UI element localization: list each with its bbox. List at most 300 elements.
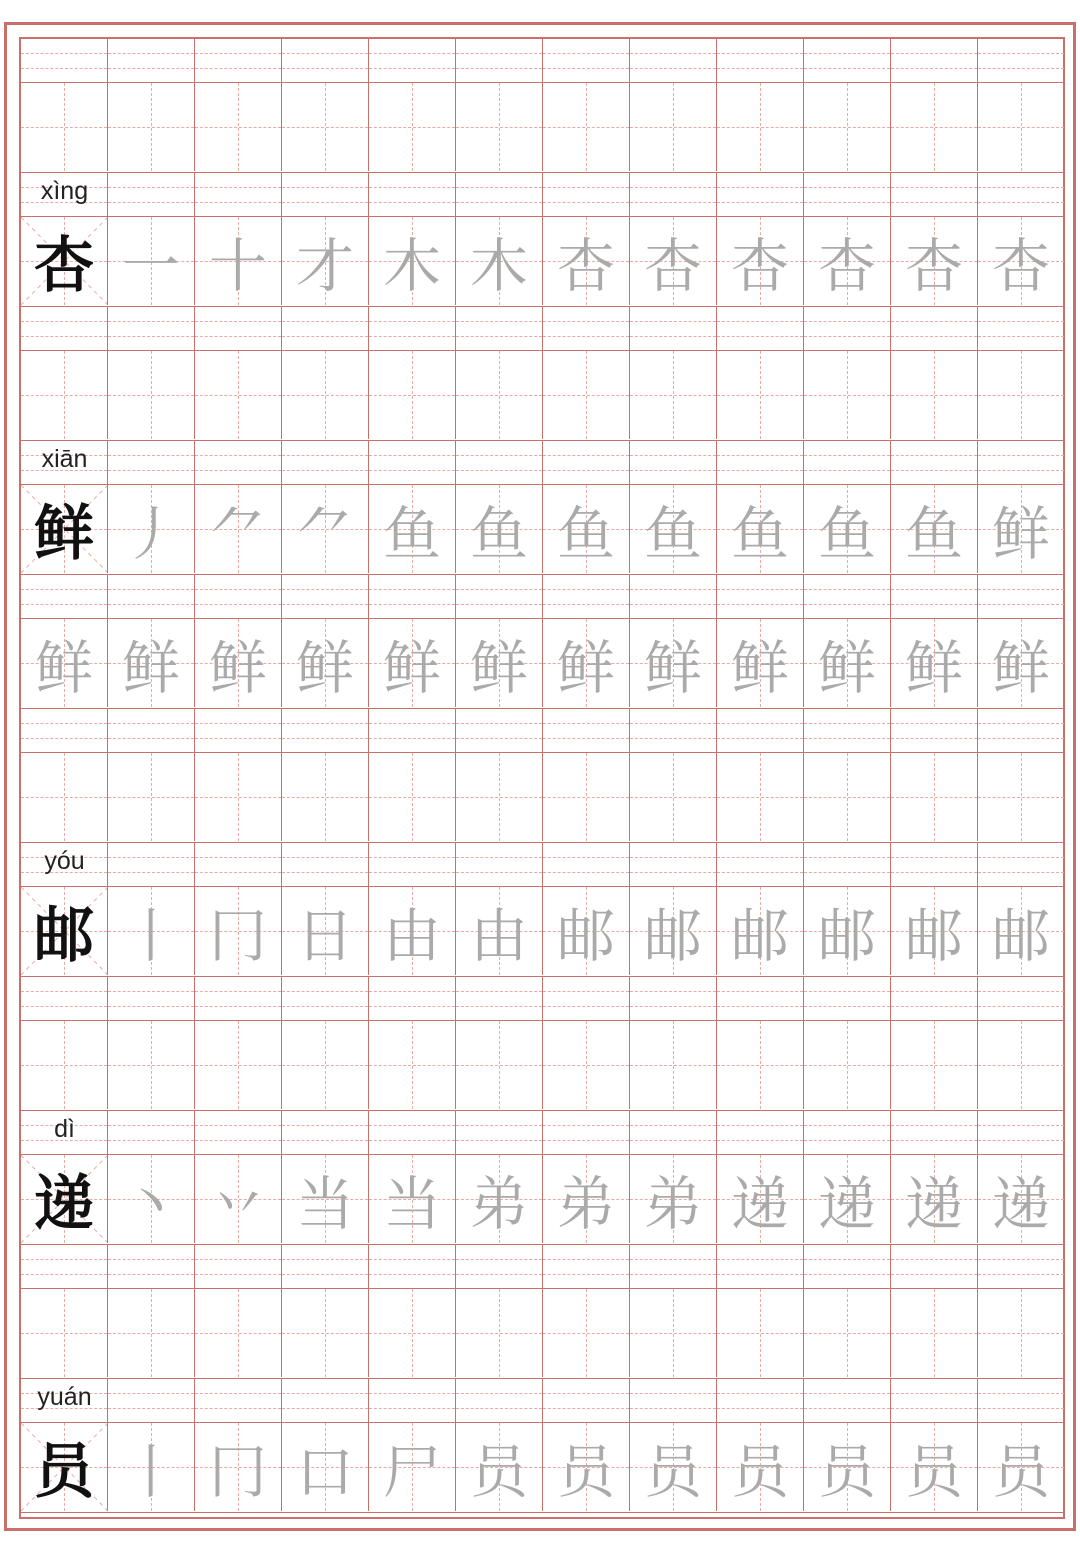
writing-cell[interactable] (108, 83, 195, 171)
writing-cell[interactable] (630, 1021, 717, 1109)
writing-cell[interactable] (717, 485, 804, 573)
writing-cell[interactable] (21, 1289, 108, 1377)
pinyin-cell[interactable] (195, 843, 282, 887)
writing-cell[interactable] (282, 1289, 369, 1377)
writing-cell[interactable] (717, 1155, 804, 1243)
writing-cell[interactable] (108, 485, 195, 573)
pinyin-cell[interactable] (891, 977, 978, 1021)
writing-cell[interactable] (195, 485, 282, 573)
pinyin-cell[interactable] (108, 1245, 195, 1289)
writing-cell[interactable] (630, 1423, 717, 1511)
writing-cell[interactable] (282, 83, 369, 171)
writing-cell[interactable] (456, 887, 543, 975)
pinyin-cell[interactable] (282, 441, 369, 485)
pinyin-cell[interactable] (456, 575, 543, 619)
writing-cell[interactable] (108, 351, 195, 439)
writing-cell[interactable] (21, 887, 108, 975)
pinyin-cell[interactable] (282, 977, 369, 1021)
writing-cell[interactable] (717, 619, 804, 707)
writing-cell[interactable] (891, 887, 978, 975)
pinyin-cell[interactable] (978, 441, 1065, 485)
pinyin-cell[interactable] (282, 575, 369, 619)
writing-cell[interactable] (717, 887, 804, 975)
pinyin-cell[interactable] (21, 307, 108, 351)
pinyin-cell[interactable] (369, 709, 456, 753)
pinyin-cell[interactable] (369, 173, 456, 217)
writing-cell[interactable] (717, 217, 804, 305)
pinyin-cell[interactable] (108, 977, 195, 1021)
writing-cell[interactable] (21, 351, 108, 439)
writing-cell[interactable] (543, 887, 630, 975)
pinyin-cell[interactable] (891, 1379, 978, 1423)
writing-cell[interactable] (804, 485, 891, 573)
pinyin-cell[interactable] (543, 977, 630, 1021)
pinyin-cell[interactable] (369, 843, 456, 887)
model-character: 员 (34, 1437, 94, 1507)
writing-cell[interactable] (891, 485, 978, 573)
pinyin-cell[interactable] (195, 1111, 282, 1155)
pinyin-cell[interactable] (195, 39, 282, 83)
pinyin-cell[interactable] (21, 1379, 108, 1423)
stroke-step-character: 递 (730, 1170, 789, 1238)
pinyin-cell[interactable] (369, 1111, 456, 1155)
writing-cell[interactable] (543, 1155, 630, 1243)
pinyin-row (21, 441, 1063, 485)
pinyin-cell[interactable] (717, 1379, 804, 1423)
writing-cell[interactable] (108, 1289, 195, 1377)
pinyin-cell[interactable] (717, 709, 804, 753)
writing-cell[interactable] (21, 619, 108, 707)
pinyin-cell[interactable] (282, 1111, 369, 1155)
pinyin-cell[interactable] (195, 307, 282, 351)
pinyin-cell[interactable] (21, 39, 108, 83)
pinyin-cell[interactable] (108, 575, 195, 619)
pinyin-cell[interactable] (891, 307, 978, 351)
writing-cell[interactable] (543, 1289, 630, 1377)
pinyin-cell[interactable] (891, 709, 978, 753)
stroke-step-character: 鱼 (643, 500, 702, 568)
pinyin-cell[interactable] (456, 709, 543, 753)
pinyin-cell[interactable] (21, 441, 108, 485)
writing-cell[interactable] (456, 1289, 543, 1377)
writing-cell[interactable] (543, 83, 630, 171)
pinyin-cell[interactable] (108, 39, 195, 83)
pinyin-row (21, 1111, 1063, 1155)
pinyin-cell[interactable] (369, 1245, 456, 1289)
horizontal-guide (804, 395, 890, 396)
pinyin-cell[interactable] (282, 709, 369, 753)
pinyin-cell[interactable] (804, 307, 891, 351)
pinyin-cell[interactable] (21, 173, 108, 217)
writing-cell[interactable] (456, 351, 543, 439)
writing-cell[interactable] (891, 1289, 978, 1377)
pinyin-cell[interactable] (717, 441, 804, 485)
pinyin-cell[interactable] (630, 1111, 717, 1155)
writing-cell[interactable] (543, 1423, 630, 1511)
pinyin-cell[interactable] (543, 1379, 630, 1423)
pinyin-cell[interactable] (630, 977, 717, 1021)
writing-cell[interactable] (630, 217, 717, 305)
pinyin-cell[interactable] (543, 307, 630, 351)
writing-cell[interactable] (282, 217, 369, 305)
stroke-step-character: 鲜 (295, 634, 354, 702)
writing-cell[interactable] (369, 217, 456, 305)
pinyin-cell[interactable] (630, 843, 717, 887)
stroke-step-character: 员 (904, 1438, 963, 1506)
pinyin-cell[interactable] (804, 1379, 891, 1423)
writing-cell[interactable] (717, 1423, 804, 1511)
stroke-step-character: 鲜 (991, 634, 1050, 702)
writing-cell[interactable] (195, 1155, 282, 1243)
pinyin-cell[interactable] (21, 1111, 108, 1155)
pinyin-cell[interactable] (891, 843, 978, 887)
writing-cell[interactable] (21, 1423, 108, 1511)
pinyin-cell[interactable] (717, 1111, 804, 1155)
pinyin-cell[interactable] (456, 307, 543, 351)
writing-cell[interactable] (978, 485, 1065, 573)
writing-cell[interactable] (108, 753, 195, 841)
writing-cell[interactable] (456, 619, 543, 707)
pinyin-cell[interactable] (717, 977, 804, 1021)
horizontal-guide (456, 1065, 542, 1066)
writing-cell[interactable] (369, 1021, 456, 1109)
pinyin-cell[interactable] (108, 307, 195, 351)
pinyin-cell[interactable] (543, 1245, 630, 1289)
pinyin-cell[interactable] (630, 39, 717, 83)
pinyin-cell[interactable] (369, 39, 456, 83)
pinyin-cell[interactable] (804, 709, 891, 753)
horizontal-guide (717, 1065, 803, 1066)
writing-cell[interactable] (282, 351, 369, 439)
writing-cell[interactable] (630, 83, 717, 171)
pinyin-cell[interactable] (456, 1379, 543, 1423)
writing-cell[interactable] (282, 485, 369, 573)
pinyin-cell[interactable] (195, 977, 282, 1021)
writing-cell[interactable] (108, 1021, 195, 1109)
pinyin-cell[interactable] (978, 709, 1065, 753)
writing-cell[interactable] (630, 1289, 717, 1377)
pinyin-row (21, 1379, 1063, 1423)
stroke-step-character: 递 (817, 1170, 876, 1238)
pinyin-cell[interactable] (630, 173, 717, 217)
pinyin-cell[interactable] (456, 39, 543, 83)
writing-cell[interactable] (804, 217, 891, 305)
pinyin-cell[interactable] (717, 843, 804, 887)
stroke-step-character: 杏 (904, 232, 963, 300)
horizontal-guide (717, 1333, 803, 1334)
horizontal-guide (630, 1333, 716, 1334)
writing-cell[interactable] (456, 217, 543, 305)
pinyin-cell[interactable] (456, 843, 543, 887)
stroke-step-character: 由 (469, 902, 528, 970)
writing-cell[interactable] (804, 1021, 891, 1109)
pinyin-cell[interactable] (804, 173, 891, 217)
stroke-step-character: 鲜 (643, 634, 702, 702)
writing-cell[interactable] (108, 1155, 195, 1243)
writing-cell[interactable] (108, 217, 195, 305)
writing-cell[interactable] (195, 351, 282, 439)
writing-cell[interactable] (369, 1155, 456, 1243)
writing-cell[interactable] (21, 1155, 108, 1243)
pinyin-cell[interactable] (630, 1245, 717, 1289)
pinyin-cell[interactable] (282, 1379, 369, 1423)
writing-cell[interactable] (978, 217, 1065, 305)
writing-cell[interactable] (369, 1423, 456, 1511)
writing-cell[interactable] (630, 351, 717, 439)
writing-cell[interactable] (978, 1021, 1065, 1109)
pinyin-cell[interactable] (21, 1245, 108, 1289)
writing-cell[interactable] (630, 1155, 717, 1243)
writing-cell[interactable] (717, 351, 804, 439)
pinyin-cell[interactable] (108, 1111, 195, 1155)
stroke-step-character: 丿 (121, 500, 180, 568)
pinyin-cell[interactable] (108, 709, 195, 753)
pinyin-label: yuán (37, 1383, 92, 1411)
writing-cell[interactable] (108, 619, 195, 707)
pinyin-cell[interactable] (456, 977, 543, 1021)
pinyin-row (21, 173, 1063, 217)
pinyin-cell[interactable] (804, 1245, 891, 1289)
writing-cell[interactable] (543, 753, 630, 841)
pinyin-cell[interactable] (369, 575, 456, 619)
pinyin-cell[interactable] (891, 575, 978, 619)
model-character: 鲜 (34, 499, 94, 569)
pinyin-cell[interactable] (21, 709, 108, 753)
pinyin-cell[interactable] (978, 307, 1065, 351)
writing-cell[interactable] (717, 753, 804, 841)
writing-cell[interactable] (282, 887, 369, 975)
writing-cell[interactable] (195, 83, 282, 171)
stroke-step-character: 弟 (556, 1170, 615, 1238)
writing-cell[interactable] (630, 753, 717, 841)
writing-cell[interactable] (195, 1021, 282, 1109)
writing-cell[interactable] (21, 83, 108, 171)
writing-cell[interactable] (369, 351, 456, 439)
pinyin-cell[interactable] (543, 441, 630, 485)
writing-cell[interactable] (717, 83, 804, 171)
pinyin-cell[interactable] (891, 1111, 978, 1155)
pinyin-cell[interactable] (369, 441, 456, 485)
writing-cell[interactable] (108, 1423, 195, 1511)
writing-cell[interactable] (630, 887, 717, 975)
pinyin-cell[interactable] (891, 39, 978, 83)
pinyin-cell[interactable] (978, 173, 1065, 217)
writing-cell[interactable] (21, 485, 108, 573)
writing-cell[interactable] (891, 619, 978, 707)
pinyin-cell[interactable] (282, 39, 369, 83)
pinyin-cell[interactable] (543, 173, 630, 217)
writing-cell[interactable] (891, 1021, 978, 1109)
pinyin-cell[interactable] (978, 39, 1065, 83)
pinyin-cell[interactable] (804, 575, 891, 619)
pinyin-cell[interactable] (195, 1245, 282, 1289)
pinyin-cell[interactable] (891, 1245, 978, 1289)
writing-cell[interactable] (195, 619, 282, 707)
writing-cell[interactable] (891, 753, 978, 841)
pinyin-cell[interactable] (630, 441, 717, 485)
pinyin-cell[interactable] (195, 1379, 282, 1423)
stroke-step-character: 弟 (469, 1170, 528, 1238)
writing-cell[interactable] (369, 619, 456, 707)
writing-cell[interactable] (369, 1289, 456, 1377)
pinyin-cell[interactable] (804, 843, 891, 887)
writing-cell[interactable] (282, 753, 369, 841)
pinyin-cell[interactable] (543, 575, 630, 619)
writing-cell[interactable] (543, 217, 630, 305)
writing-cell[interactable] (630, 619, 717, 707)
writing-cell[interactable] (630, 485, 717, 573)
stroke-step-character: 丶 (121, 1170, 180, 1238)
pinyin-cell[interactable] (108, 1379, 195, 1423)
writing-cell[interactable] (195, 217, 282, 305)
writing-cell[interactable] (21, 753, 108, 841)
pinyin-cell[interactable] (717, 307, 804, 351)
pinyin-cell[interactable] (717, 173, 804, 217)
writing-cell[interactable] (891, 1155, 978, 1243)
pinyin-cell[interactable] (282, 1245, 369, 1289)
pinyin-cell[interactable] (21, 575, 108, 619)
writing-cell[interactable] (717, 1289, 804, 1377)
pinyin-cell[interactable] (543, 1111, 630, 1155)
pinyin-cell[interactable] (282, 843, 369, 887)
writing-cell[interactable] (978, 351, 1065, 439)
writing-cell[interactable] (195, 1289, 282, 1377)
pinyin-cell[interactable] (978, 1379, 1065, 1423)
writing-cell[interactable] (891, 217, 978, 305)
pinyin-cell[interactable] (804, 441, 891, 485)
pinyin-cell[interactable] (891, 441, 978, 485)
writing-cell[interactable] (978, 1423, 1065, 1511)
writing-cell[interactable] (282, 1423, 369, 1511)
pinyin-cell[interactable] (978, 575, 1065, 619)
stroke-step-character: 员 (469, 1438, 528, 1506)
writing-cell[interactable] (369, 485, 456, 573)
writing-cell[interactable] (282, 619, 369, 707)
writing-cell[interactable] (543, 1021, 630, 1109)
horizontal-guide (891, 1333, 977, 1334)
pinyin-cell[interactable] (717, 1245, 804, 1289)
pinyin-cell[interactable] (369, 977, 456, 1021)
pinyin-cell[interactable] (456, 441, 543, 485)
writing-cell[interactable] (108, 887, 195, 975)
writing-cell[interactable] (456, 1021, 543, 1109)
stroke-step-character: 十 (208, 232, 267, 300)
practice-grid (19, 37, 1065, 1519)
pinyin-cell[interactable] (978, 1111, 1065, 1155)
writing-cell[interactable] (978, 83, 1065, 171)
writing-cell[interactable] (456, 1423, 543, 1511)
pinyin-cell[interactable] (282, 307, 369, 351)
pinyin-cell[interactable] (630, 1379, 717, 1423)
pinyin-cell[interactable] (108, 843, 195, 887)
writing-cell[interactable] (282, 1021, 369, 1109)
writing-cell[interactable] (804, 619, 891, 707)
pinyin-cell[interactable] (891, 173, 978, 217)
writing-cell[interactable] (369, 887, 456, 975)
pinyin-cell[interactable] (630, 307, 717, 351)
pinyin-cell[interactable] (456, 173, 543, 217)
writing-cell[interactable] (804, 1423, 891, 1511)
pinyin-cell[interactable] (543, 39, 630, 83)
pinyin-cell[interactable] (804, 39, 891, 83)
writing-cell[interactable] (456, 1155, 543, 1243)
writing-cell[interactable] (543, 351, 630, 439)
horizontal-guide (804, 797, 890, 798)
writing-cell[interactable] (891, 1423, 978, 1511)
writing-cell[interactable] (282, 1155, 369, 1243)
writing-cell[interactable] (456, 83, 543, 171)
pinyin-cell[interactable] (978, 843, 1065, 887)
writing-cell[interactable] (804, 83, 891, 171)
pinyin-cell[interactable] (108, 173, 195, 217)
horizontal-guide (195, 127, 281, 128)
writing-cell[interactable] (804, 887, 891, 975)
pinyin-cell[interactable] (630, 709, 717, 753)
writing-cell[interactable] (195, 1423, 282, 1511)
writing-cell[interactable] (195, 753, 282, 841)
pinyin-cell[interactable] (282, 173, 369, 217)
writing-cell[interactable] (717, 1021, 804, 1109)
writing-cell[interactable] (369, 753, 456, 841)
pinyin-cell[interactable] (369, 1379, 456, 1423)
writing-cell[interactable] (804, 1155, 891, 1243)
horizontal-guide (195, 395, 281, 396)
pinyin-cell[interactable] (717, 39, 804, 83)
pinyin-cell[interactable] (456, 1111, 543, 1155)
writing-cell[interactable] (543, 619, 630, 707)
pinyin-cell[interactable] (630, 575, 717, 619)
writing-cell[interactable] (21, 1021, 108, 1109)
pinyin-cell[interactable] (804, 1111, 891, 1155)
pinyin-cell[interactable] (369, 307, 456, 351)
writing-cell[interactable] (195, 887, 282, 975)
pinyin-cell[interactable] (978, 977, 1065, 1021)
pinyin-cell[interactable] (21, 977, 108, 1021)
writing-cell[interactable] (543, 485, 630, 573)
pinyin-cell[interactable] (108, 441, 195, 485)
writing-cell[interactable] (804, 351, 891, 439)
pinyin-cell[interactable] (21, 843, 108, 887)
writing-cell[interactable] (456, 485, 543, 573)
pinyin-cell[interactable] (717, 575, 804, 619)
horizontal-guide (717, 797, 803, 798)
writing-cell[interactable] (804, 753, 891, 841)
pinyin-cell[interactable] (456, 1245, 543, 1289)
stroke-step-character: 一 (121, 232, 180, 300)
horizontal-guide (21, 1065, 107, 1066)
pinyin-cell[interactable] (543, 843, 630, 887)
writing-cell[interactable] (21, 217, 108, 305)
pinyin-cell[interactable] (804, 977, 891, 1021)
writing-cell[interactable] (369, 83, 456, 171)
pinyin-cell[interactable] (195, 575, 282, 619)
writing-cell[interactable] (978, 753, 1065, 841)
pinyin-cell[interactable] (195, 441, 282, 485)
pinyin-cell[interactable] (978, 1245, 1065, 1289)
writing-cell[interactable] (891, 351, 978, 439)
pinyin-cell[interactable] (195, 173, 282, 217)
writing-cell[interactable] (978, 887, 1065, 975)
writing-cell[interactable] (978, 619, 1065, 707)
writing-cell[interactable] (804, 1289, 891, 1377)
writing-cell[interactable] (456, 753, 543, 841)
writing-cell[interactable] (978, 1155, 1065, 1243)
pinyin-cell[interactable] (543, 709, 630, 753)
pinyin-cell[interactable] (195, 709, 282, 753)
writing-cell[interactable] (891, 83, 978, 171)
writing-cell[interactable] (978, 1289, 1065, 1377)
horizontal-guide (21, 1333, 107, 1334)
